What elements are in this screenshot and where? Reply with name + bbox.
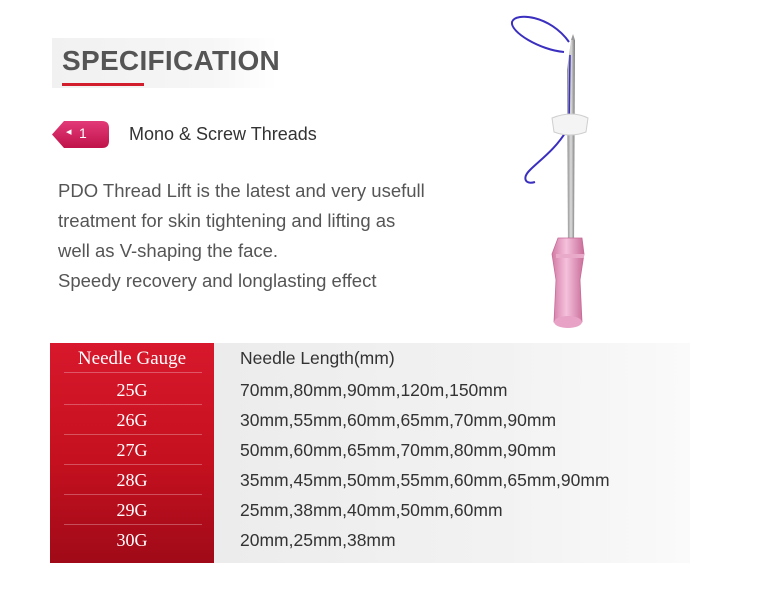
caret-left-icon: ◂ <box>66 125 72 138</box>
section-title-block <box>52 38 281 88</box>
length-cell: 20mm,25mm,38mm <box>240 530 396 550</box>
section-badge <box>52 121 109 148</box>
table-row <box>50 495 690 525</box>
table-row <box>50 435 690 465</box>
description-line: Speedy recovery and longlasting effect <box>58 270 377 291</box>
gauge-cell: 26G <box>116 410 148 430</box>
gauge-cell: 29G <box>116 500 148 520</box>
gauge-cell: 28G <box>116 470 148 490</box>
description-line: treatment for skin tightening and lifting as <box>58 210 396 231</box>
length-cell: 30mm,55mm,60mm,65mm,70mm,90mm <box>240 410 557 430</box>
table-row <box>50 465 690 495</box>
length-cell: 25mm,38mm,40mm,50mm,60mm <box>240 500 503 520</box>
gauge-cell: 25G <box>116 380 148 400</box>
table-row <box>50 375 690 405</box>
description-line: PDO Thread Lift is the latest and very usefull <box>58 180 425 201</box>
table-header-row <box>50 343 690 373</box>
needle-spec-table <box>50 343 690 563</box>
badge-number: 1 <box>79 125 87 141</box>
description-line: well as V-shaping the face. <box>58 240 279 261</box>
section-subtitle: Mono & Screw Threads <box>129 124 317 144</box>
description <box>58 176 478 296</box>
gauge-cell: 30G <box>116 530 148 550</box>
length-cell: 50mm,60mm,65mm,70mm,80mm,90mm <box>240 440 557 460</box>
gauge-header: Needle Gauge <box>77 348 187 369</box>
table-row <box>50 525 690 555</box>
page-title: SPECIFICATION <box>62 45 281 76</box>
table-row <box>50 405 690 435</box>
title-underline <box>62 83 144 86</box>
cannula-needle-image <box>500 10 620 335</box>
length-cell: 70mm,80mm,90mm,120m,150mm <box>240 380 508 400</box>
row-divider <box>64 372 202 373</box>
length-cell: 35mm,45mm,50mm,55mm,60mm,65mm,90mm <box>240 470 610 490</box>
length-header: Needle Length(mm) <box>240 348 395 368</box>
gauge-cell: 27G <box>116 440 148 460</box>
